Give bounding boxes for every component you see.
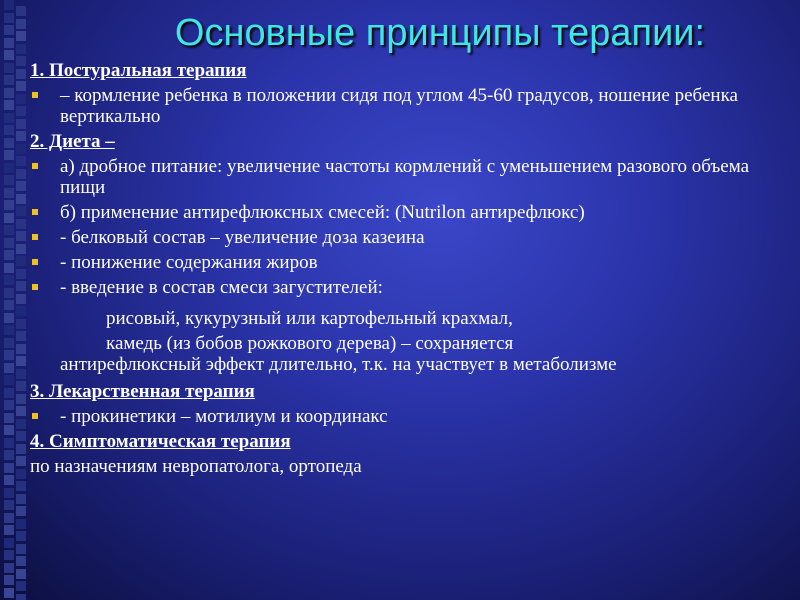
decorative-square	[4, 425, 14, 435]
decorative-square	[16, 556, 26, 566]
list-item-text: – кормление ребенка в положении сидя под углом 45-60 градусов, ношение ребенка вертикально	[60, 85, 738, 127]
decorative-square	[16, 394, 26, 404]
decorative-squares	[4, 0, 14, 600]
decorative-square	[4, 325, 14, 335]
decorative-square	[16, 544, 26, 554]
decorative-square	[4, 100, 14, 110]
decorative-square	[16, 331, 26, 341]
decorative-square	[16, 569, 26, 579]
decorative-square	[4, 300, 14, 310]
bullet-icon	[32, 413, 38, 419]
list-item	[30, 252, 780, 273]
decorative-square	[4, 225, 14, 235]
bullet-icon	[32, 234, 38, 240]
bullet-icon	[32, 259, 38, 265]
decorative-square	[4, 188, 14, 198]
decorative-squares-2	[16, 0, 26, 600]
list-item-text: б) применение антирефлюксных смесей: (Nutrilon антирефлюкс)	[60, 202, 585, 223]
decorative-square	[16, 506, 26, 516]
list-item	[30, 85, 780, 127]
decorative-square	[4, 75, 14, 85]
sub-item-gum: камедь (из бобов рожкового дерева) – сохраняется	[106, 333, 514, 354]
decorative-square	[4, 50, 14, 60]
decorative-square	[4, 350, 14, 360]
decorative-square	[4, 200, 14, 210]
decorative-square	[4, 88, 14, 98]
decorative-square	[16, 356, 26, 366]
decorative-square	[4, 125, 14, 135]
decorative-square	[4, 150, 14, 160]
decorative-square	[4, 163, 14, 173]
list-item	[30, 202, 780, 223]
decorative-square	[16, 319, 26, 329]
decorative-square	[4, 450, 14, 460]
slide-title: Основные принципы терапии:	[174, 12, 706, 54]
list-item	[30, 406, 780, 427]
decorative-square	[16, 6, 26, 16]
decorative-square	[16, 19, 26, 29]
decorative-square	[4, 338, 14, 348]
decorative-square	[16, 94, 26, 104]
decorative-square	[16, 281, 26, 291]
decorative-square	[16, 219, 26, 229]
decorative-square	[16, 419, 26, 429]
decorative-square	[4, 250, 14, 260]
decorative-square	[4, 138, 14, 148]
decorative-square	[4, 563, 14, 573]
decorative-square	[16, 106, 26, 116]
decorative-square	[16, 581, 26, 591]
decorative-square	[16, 519, 26, 529]
decorative-square	[16, 494, 26, 504]
decorative-square	[16, 181, 26, 191]
list-item-text: а) дробное питание: увеличение частоты кормлений с уменьшением разового объема пищи	[60, 156, 750, 198]
decorative-square	[16, 56, 26, 66]
list-item-text: - белковый состав – увеличение доза казеина	[60, 227, 425, 248]
decorative-square	[16, 156, 26, 166]
decorative-square	[16, 431, 26, 441]
list-item	[30, 277, 780, 298]
decorative-square	[16, 531, 26, 541]
decorative-square	[4, 438, 14, 448]
decorative-square	[4, 413, 14, 423]
sub-item-starch: рисовый, кукурузный или картофельный крахмал,	[106, 308, 513, 329]
decorative-square	[16, 69, 26, 79]
decorative-square	[16, 369, 26, 379]
bullet-icon	[32, 209, 38, 215]
decorative-square	[16, 294, 26, 304]
decorative-square	[16, 406, 26, 416]
decorative-square	[16, 119, 26, 129]
decorative-square	[16, 381, 26, 391]
decorative-square	[16, 44, 26, 54]
decorative-square	[16, 256, 26, 266]
section-heading-postural: 1. Постуральная терапия	[30, 60, 247, 81]
decorative-square	[4, 588, 14, 598]
section-heading-diet: 2. Диета –	[30, 131, 115, 152]
decorative-square	[16, 306, 26, 316]
list-item-text: - введение в состав смеси загустителей:	[60, 277, 383, 298]
section-heading-symptomatic: 4. Симптоматическая терапия	[30, 431, 291, 452]
decorative-square	[4, 175, 14, 185]
decorative-square	[16, 31, 26, 41]
decorative-square	[4, 500, 14, 510]
decorative-square	[16, 206, 26, 216]
decorative-square	[4, 213, 14, 223]
decorative-square	[4, 388, 14, 398]
symptomatic-text: по назначениям невропатолога, ортопеда	[30, 456, 362, 477]
slide-content	[30, 60, 780, 481]
decorative-square	[16, 444, 26, 454]
decorative-square	[4, 475, 14, 485]
decorative-square	[4, 550, 14, 560]
decorative-square	[4, 488, 14, 498]
decorative-square	[4, 525, 14, 535]
decorative-square	[16, 144, 26, 154]
decorative-square	[16, 231, 26, 241]
decorative-square	[16, 344, 26, 354]
bullet-icon	[32, 163, 38, 169]
decorative-square	[4, 238, 14, 248]
bullet-icon	[32, 92, 38, 98]
list-item	[30, 227, 780, 248]
decorative-square	[4, 363, 14, 373]
decorative-square	[16, 131, 26, 141]
decorative-square	[16, 269, 26, 279]
decorative-square	[4, 25, 14, 35]
list-item	[30, 156, 780, 198]
decorative-square	[4, 13, 14, 23]
decorative-square	[4, 275, 14, 285]
decorative-square	[16, 81, 26, 91]
sub-item-gum-continued: антирефлюксный эффект длительно, т.к. на участвует в метаболизме	[60, 354, 617, 375]
decorative-square	[4, 538, 14, 548]
decorative-square	[16, 169, 26, 179]
decorative-square	[16, 194, 26, 204]
decorative-square	[4, 575, 14, 585]
decorative-square	[16, 469, 26, 479]
decorative-square	[16, 481, 26, 491]
decorative-square	[16, 594, 26, 600]
list-item-text: - понижение содержания жиров	[60, 252, 318, 273]
decorative-square	[4, 288, 14, 298]
decorative-square	[4, 263, 14, 273]
decorative-square	[4, 513, 14, 523]
decorative-square	[4, 400, 14, 410]
decorative-square	[4, 63, 14, 73]
decorative-square	[4, 38, 14, 48]
decorative-square	[16, 244, 26, 254]
section-heading-drug: 3. Лекарственная терапия	[30, 381, 255, 402]
decorative-square	[16, 456, 26, 466]
bullet-icon	[32, 284, 38, 290]
decorative-square	[4, 0, 14, 10]
decorative-square	[4, 313, 14, 323]
decorative-square	[4, 463, 14, 473]
decorative-square	[4, 113, 14, 123]
decorative-square	[4, 375, 14, 385]
list-item-text: - прокинетики – мотилиум и координакс	[60, 406, 388, 427]
